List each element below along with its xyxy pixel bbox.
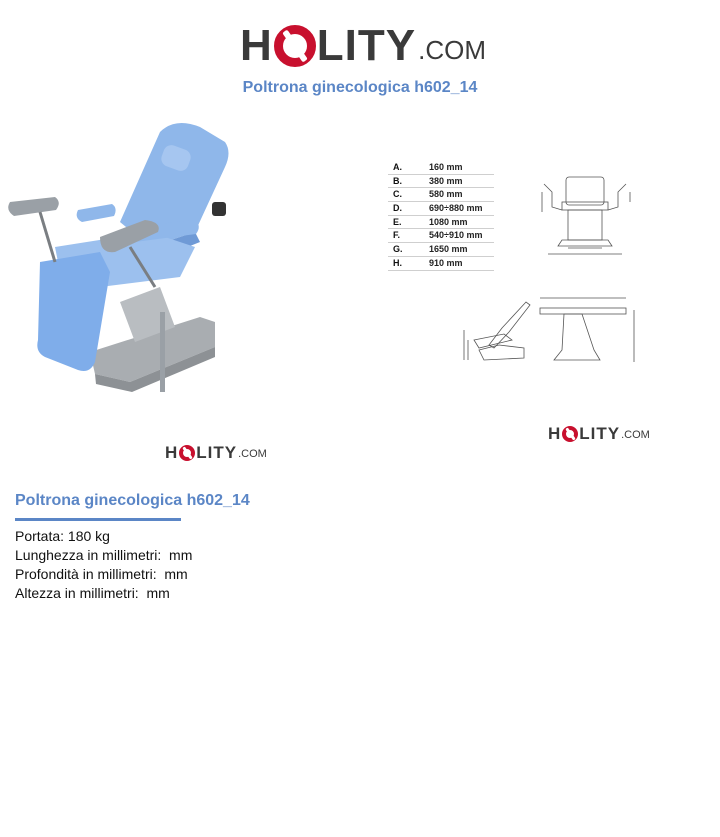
dimension-key: A. bbox=[393, 162, 402, 172]
product-title: Poltrona ginecologica h602_14 bbox=[15, 492, 250, 509]
logo-domain: .COM bbox=[621, 429, 650, 441]
spec-lunghezza: Lunghezza in millimetri: mm bbox=[15, 547, 193, 563]
logo-letter-h: H bbox=[165, 443, 179, 462]
logo-letters: LITY bbox=[316, 21, 417, 70]
title-underline bbox=[15, 518, 181, 521]
logo-letter-h: H bbox=[548, 424, 562, 443]
dimension-key: E. bbox=[393, 216, 402, 227]
page-title: Poltrona ginecologica h602_14 bbox=[242, 79, 478, 96]
spec-portata: Portata: 180 kg bbox=[15, 528, 110, 544]
logo-letters: LITY bbox=[196, 443, 238, 462]
dimensions-table bbox=[388, 161, 494, 271]
logo-o-icon bbox=[274, 25, 316, 67]
dimension-row bbox=[388, 229, 494, 243]
spec-profondita: Profondità in millimetri: mm bbox=[15, 566, 188, 582]
dimension-key: D. bbox=[393, 203, 402, 214]
logo-o-icon bbox=[562, 426, 578, 442]
dimension-value: 380 mm bbox=[429, 175, 463, 186]
dimension-key: C. bbox=[393, 189, 402, 200]
product-specs bbox=[15, 527, 192, 603]
dimension-key: F. bbox=[393, 230, 401, 241]
logo-letters: LITY bbox=[579, 424, 621, 443]
dimension-key: G. bbox=[393, 244, 403, 255]
dimension-row bbox=[388, 202, 494, 216]
logo-o-icon bbox=[179, 445, 195, 461]
dimension-value: 540÷910 mm bbox=[429, 230, 483, 241]
dimension-row bbox=[388, 257, 494, 271]
chair-product-image bbox=[0, 112, 300, 402]
dimension-value: 1650 mm bbox=[429, 244, 468, 255]
logo-domain: .COM bbox=[238, 448, 267, 460]
spec-altezza: Altezza in millimetri: mm bbox=[15, 585, 170, 601]
dimension-row bbox=[388, 175, 494, 189]
dimension-row bbox=[388, 161, 494, 175]
logo-domain: .COM bbox=[418, 35, 486, 65]
holity-logo-small bbox=[548, 425, 650, 442]
dimension-key: H. bbox=[393, 257, 402, 268]
dimension-value: 160 mm bbox=[429, 162, 463, 172]
technical-drawing-side bbox=[454, 290, 644, 368]
dimension-row bbox=[388, 188, 494, 202]
dimension-row bbox=[388, 243, 494, 257]
holity-logo-small bbox=[165, 444, 267, 461]
technical-drawing-front bbox=[534, 172, 644, 267]
logo-letter-h: H bbox=[240, 21, 273, 70]
dimension-row bbox=[388, 216, 494, 230]
holity-logo[interactable] bbox=[240, 12, 486, 68]
dimension-value: 910 mm bbox=[429, 257, 463, 268]
dimension-value: 580 mm bbox=[429, 189, 463, 200]
dimension-value: 690÷880 mm bbox=[429, 203, 483, 214]
dimension-key: B. bbox=[393, 175, 402, 186]
dimension-value: 1080 mm bbox=[429, 216, 468, 227]
